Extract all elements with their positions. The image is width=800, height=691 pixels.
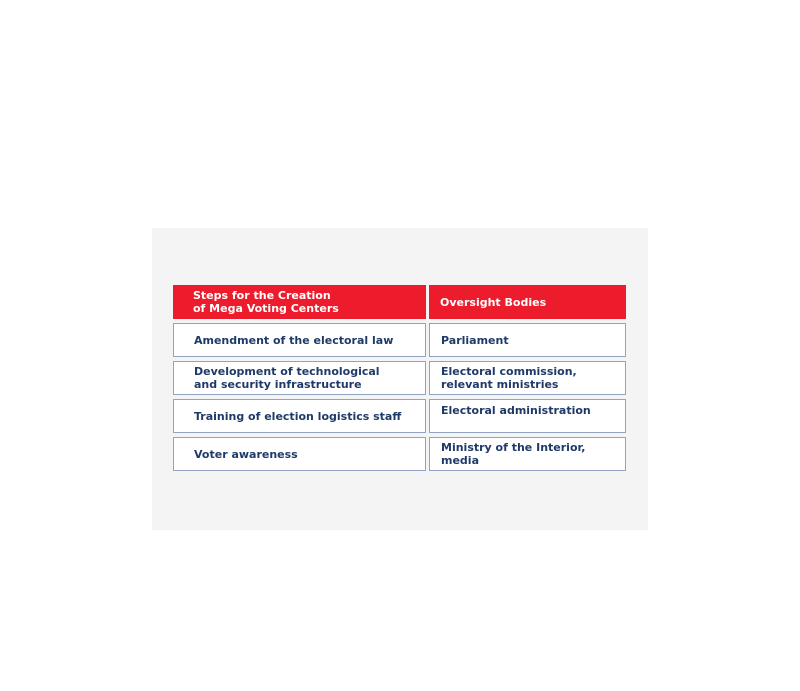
table-card xyxy=(152,228,648,530)
step-cell: Development of technological and security infrastructure xyxy=(173,361,426,395)
header-oversight: Oversight Bodies xyxy=(429,285,626,319)
header-steps: Steps for the Creation of Mega Voting Centers xyxy=(173,285,426,319)
oversight-cell: Parliament xyxy=(429,323,626,357)
table-header-row xyxy=(173,285,626,319)
table-row xyxy=(173,437,626,471)
oversight-cell: Electoral administration xyxy=(429,399,626,433)
step-cell: Training of election logistics staff xyxy=(173,399,426,433)
table-row xyxy=(173,323,626,357)
steps-oversight-table xyxy=(173,285,626,475)
oversight-cell: Ministry of the Interior, media xyxy=(429,437,626,471)
oversight-cell: Electoral commission, relevant ministries xyxy=(429,361,626,395)
table-row xyxy=(173,361,626,395)
table-row xyxy=(173,399,626,433)
step-cell: Voter awareness xyxy=(173,437,426,471)
step-cell: Amendment of the electoral law xyxy=(173,323,426,357)
